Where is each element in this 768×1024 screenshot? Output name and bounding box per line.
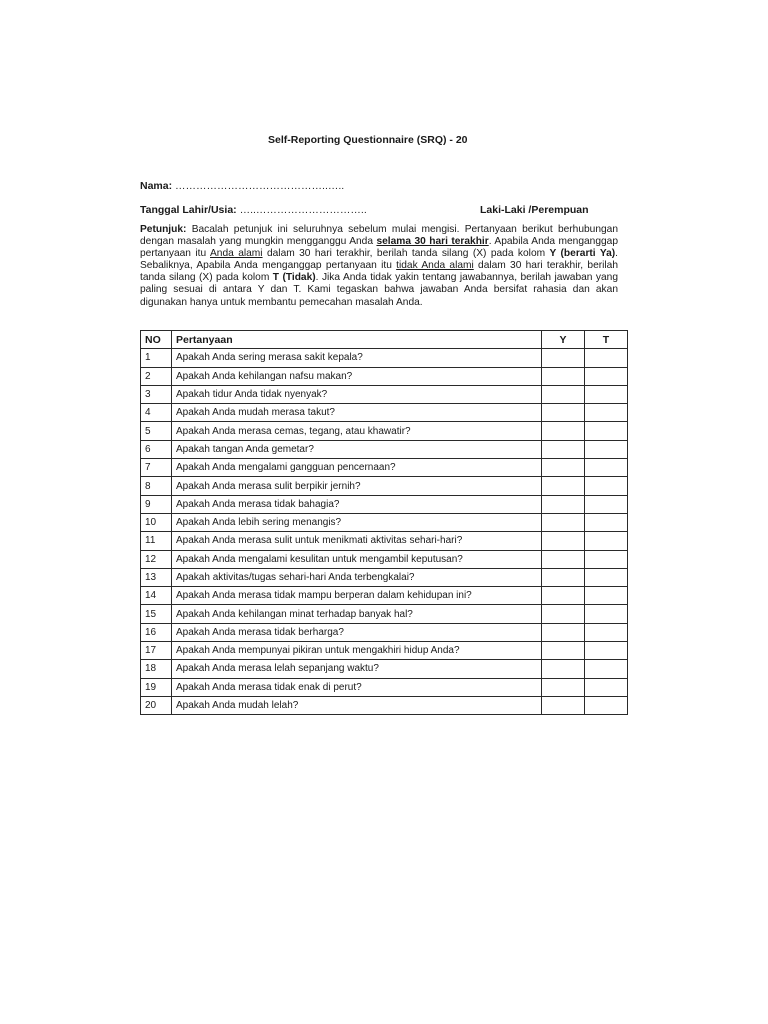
instructions-label: Petunjuk: [140, 224, 187, 235]
answer-t-cell[interactable] [585, 568, 628, 586]
answer-t-cell[interactable] [585, 495, 628, 513]
header-question: Pertanyaan [172, 331, 542, 349]
answer-y-cell[interactable] [542, 367, 585, 385]
question-number: 17 [141, 642, 172, 660]
instructions-paragraph [140, 224, 618, 309]
answer-y-cell[interactable] [542, 532, 585, 550]
question-text: Apakah Anda merasa sulit berpikir jernih? [172, 477, 542, 495]
answer-y-cell[interactable] [542, 385, 585, 403]
answer-y-cell[interactable] [542, 495, 585, 513]
answer-y-cell[interactable] [542, 440, 585, 458]
question-number: 2 [141, 367, 172, 385]
tanggal-label: Tanggal Lahir/Usia: [140, 204, 237, 216]
answer-t-cell[interactable] [585, 422, 628, 440]
question-number: 1 [141, 349, 172, 367]
question-number: 6 [141, 440, 172, 458]
answer-t-cell[interactable] [585, 605, 628, 623]
answer-y-cell[interactable] [542, 404, 585, 422]
instructions-text: dalam 30 hari terakhir, berilah tanda silang (X) pada kolom [140, 260, 618, 284]
header-y: Y [542, 331, 585, 349]
question-number: 12 [141, 550, 172, 568]
question-text: Apakah Anda merasa cemas, tegang, atau khawatir? [172, 422, 542, 440]
instructions-text: . Apabila Anda menganggap pertanyaan itu [140, 236, 618, 260]
instructions-emphasis: T (Tidak) [272, 272, 316, 284]
instructions-emphasis: selama 30 hari terakhir [376, 236, 489, 248]
question-text: Apakah Anda mempunyai pikiran untuk mengakhiri hidup Anda? [172, 642, 542, 660]
question-number: 14 [141, 587, 172, 605]
answer-y-cell[interactable] [542, 550, 585, 568]
answer-t-cell[interactable] [585, 678, 628, 696]
tanggal-blank: …..………………………….. [239, 204, 367, 216]
table-row [141, 550, 628, 568]
table-row [141, 513, 628, 531]
question-number: 11 [141, 532, 172, 550]
question-text: Apakah Anda mengalami kesulitan untuk mengambil keputusan? [172, 550, 542, 568]
table-row [141, 477, 628, 495]
question-text: Apakah Anda merasa tidak enak di perut? [172, 678, 542, 696]
question-number: 15 [141, 605, 172, 623]
document-title: Self-Reporting Questionnaire (SRQ) - 20 [268, 134, 468, 146]
answer-t-cell[interactable] [585, 404, 628, 422]
answer-y-cell[interactable] [542, 660, 585, 678]
table-row [141, 587, 628, 605]
question-text: Apakah tidur Anda tidak nyenyak? [172, 385, 542, 403]
answer-y-cell[interactable] [542, 678, 585, 696]
instructions-emphasis: Anda alami [210, 248, 263, 260]
question-number: 7 [141, 459, 172, 477]
table-row [141, 385, 628, 403]
answer-y-cell[interactable] [542, 605, 585, 623]
table-row [141, 696, 628, 714]
answer-t-cell[interactable] [585, 660, 628, 678]
answer-y-cell[interactable] [542, 696, 585, 714]
answer-t-cell[interactable] [585, 440, 628, 458]
question-text: Apakah Anda merasa tidak bahagia? [172, 495, 542, 513]
instructions-text: dalam 30 hari terakhir, berilah tanda silang (X) pada kolom [262, 248, 550, 260]
question-number: 20 [141, 696, 172, 714]
answer-y-cell[interactable] [542, 477, 585, 495]
question-text: Apakah Anda merasa sulit untuk menikmati aktivitas sehari-hari? [172, 532, 542, 550]
answer-t-cell[interactable] [585, 696, 628, 714]
nama-blank: ……………………………………..….. [175, 180, 345, 192]
table-row [141, 605, 628, 623]
table-row [141, 459, 628, 477]
questions-table [140, 330, 628, 715]
table-row [141, 495, 628, 513]
instructions-emphasis: tidak Anda alami [396, 260, 474, 272]
question-text: Apakah Anda merasa lelah sepanjang waktu? [172, 660, 542, 678]
tanggal-field [140, 204, 367, 216]
question-number: 5 [141, 422, 172, 440]
instructions-text: . Sebaliknya, Apabila Anda menganggap pertanyaan itu [140, 248, 618, 272]
answer-y-cell[interactable] [542, 642, 585, 660]
answer-t-cell[interactable] [585, 587, 628, 605]
header-no: NO [141, 331, 172, 349]
question-text: Apakah Anda mudah merasa takut? [172, 404, 542, 422]
question-text: Apakah Anda lebih sering menangis? [172, 513, 542, 531]
table-row [141, 422, 628, 440]
question-number: 19 [141, 678, 172, 696]
table-row [141, 623, 628, 641]
answer-t-cell[interactable] [585, 532, 628, 550]
answer-t-cell[interactable] [585, 385, 628, 403]
question-text: Apakah Anda mudah lelah? [172, 696, 542, 714]
table-row [141, 349, 628, 367]
answer-t-cell[interactable] [585, 349, 628, 367]
question-text: Apakah Anda sering merasa sakit kepala? [172, 349, 542, 367]
question-number: 10 [141, 513, 172, 531]
instructions-emphasis: Y (berarti Ya) [549, 248, 616, 260]
question-text: Apakah aktivitas/tugas sehari-hari Anda terbengkalai? [172, 568, 542, 586]
answer-t-cell[interactable] [585, 550, 628, 568]
instructions-text: . Jika Anda tidak yakin tentang jawabannya, berilah jawaban yang paling sesuai di antara Y dan T. Kami tegaskan bahwa jawaban Anda bersifat rahasia dan akan digunakan hanya untuk membantu pemecahan masalah Anda. [140, 272, 619, 308]
question-text: Apakah Anda kehilangan minat terhadap banyak hal? [172, 605, 542, 623]
question-number: 16 [141, 623, 172, 641]
table-row [141, 440, 628, 458]
nama-label: Nama: [140, 180, 173, 192]
answer-y-cell[interactable] [542, 513, 585, 531]
nama-field [140, 180, 344, 192]
answer-t-cell[interactable] [585, 459, 628, 477]
table-row [141, 642, 628, 660]
question-number: 13 [141, 568, 172, 586]
answer-y-cell[interactable] [542, 568, 585, 586]
question-text: Apakah Anda kehilangan nafsu makan? [172, 367, 542, 385]
answer-t-cell[interactable] [585, 642, 628, 660]
answer-y-cell[interactable] [542, 587, 585, 605]
table-row [141, 532, 628, 550]
instructions-text: Bacalah petunjuk ini seluruhnya sebelum mulai mengisi. Pertanyaan berikut berhubungan dengan masalah yang mungkin mengganggu Anda [140, 224, 618, 248]
question-number: 9 [141, 495, 172, 513]
table-header-row [141, 331, 628, 349]
question-number: 8 [141, 477, 172, 495]
question-number: 4 [141, 404, 172, 422]
question-text: Apakah Anda merasa tidak berharga? [172, 623, 542, 641]
answer-t-cell[interactable] [585, 477, 628, 495]
question-text: Apakah Anda merasa tidak mampu berperan dalam kehidupan ini? [172, 587, 542, 605]
table-row [141, 678, 628, 696]
answer-y-cell[interactable] [542, 459, 585, 477]
table-row [141, 568, 628, 586]
table-row [141, 660, 628, 678]
answer-t-cell[interactable] [585, 623, 628, 641]
table-row [141, 404, 628, 422]
question-number: 3 [141, 385, 172, 403]
header-t: T [585, 331, 628, 349]
question-text: Apakah tangan Anda gemetar? [172, 440, 542, 458]
answer-y-cell[interactable] [542, 422, 585, 440]
answer-t-cell[interactable] [585, 513, 628, 531]
answer-y-cell[interactable] [542, 349, 585, 367]
answer-y-cell[interactable] [542, 623, 585, 641]
question-text: Apakah Anda mengalami gangguan pencernaan? [172, 459, 542, 477]
question-number: 18 [141, 660, 172, 678]
table-row [141, 367, 628, 385]
answer-t-cell[interactable] [585, 367, 628, 385]
gender-label: Laki-Laki /Perempuan [480, 204, 589, 216]
